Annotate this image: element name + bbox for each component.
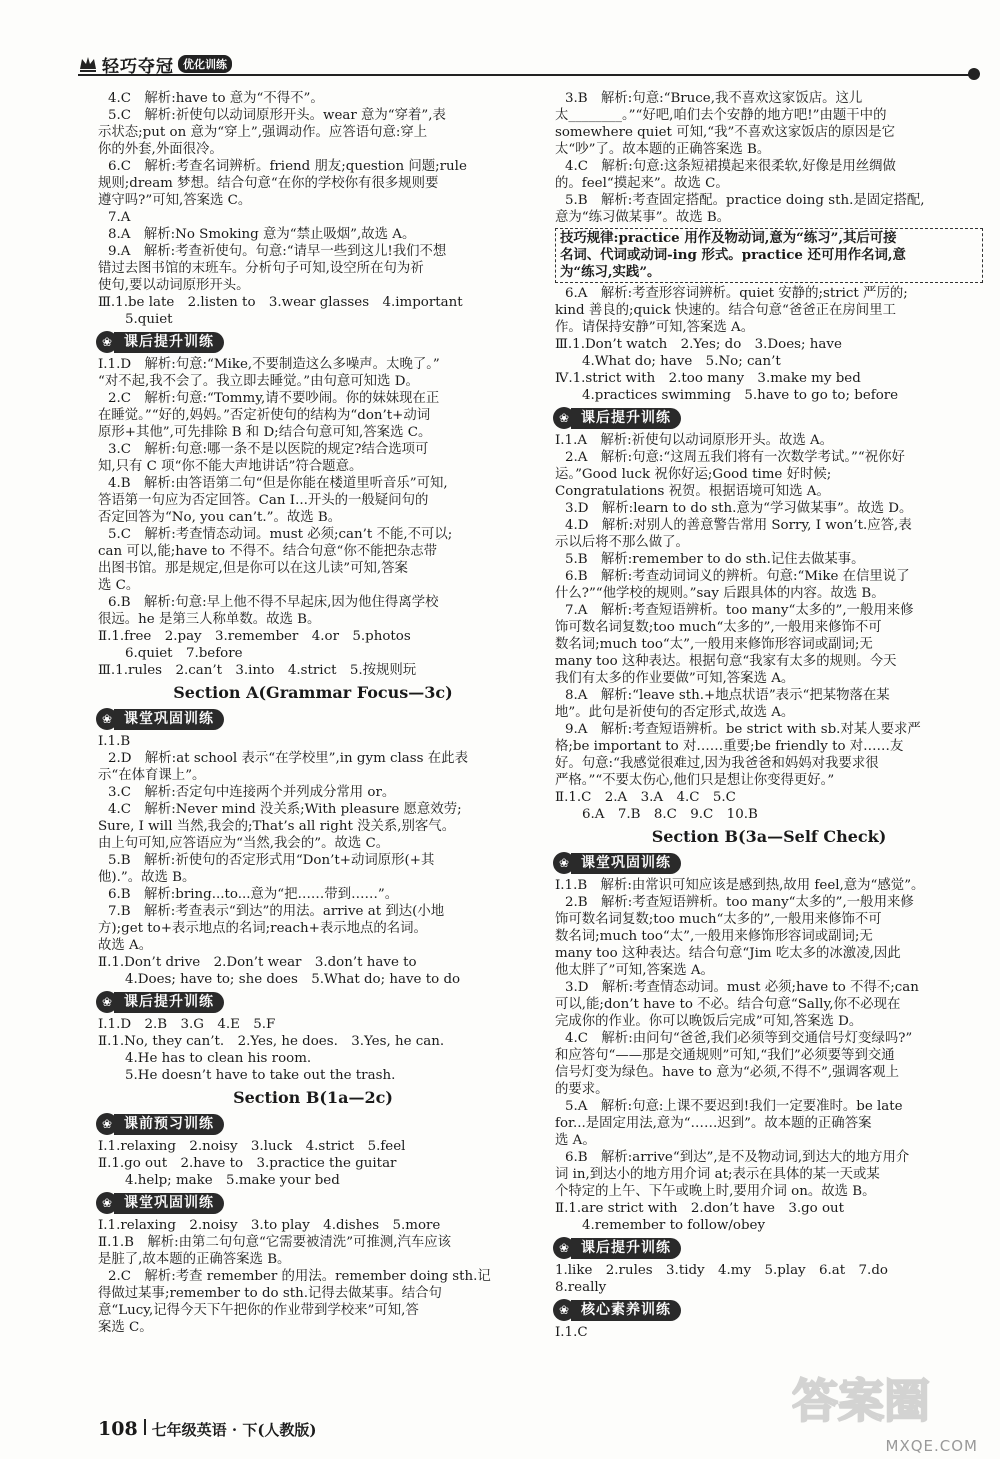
section-banner xyxy=(96,1113,528,1135)
answer-line: Ⅰ.1.C xyxy=(555,1325,588,1340)
answer-line: 2.C 解析:句意:“Tommy,请不要吵闹。你的妹妹现在正 xyxy=(108,391,440,406)
answer-line: 数名词;much too“太”,一般用来修饰形容词或副词;无 xyxy=(555,929,873,944)
tip-line: 名词、代词或动词-ing 形式。practice 还可用作名词,意 xyxy=(560,247,906,263)
answer-line: 饰可数名词复数;too much“太多的”,一般用来修饰不可 xyxy=(555,912,882,927)
answer-line: 选 C。 xyxy=(98,578,140,593)
leaf-icon: ❀ xyxy=(96,708,118,730)
answer-line: 5.B 解析:考查固定搭配。practice doing sth.是固定搭配, xyxy=(565,193,925,208)
answer-line: 饰可数名词复数;too much“太多的”,一般用来修饰不可 xyxy=(555,620,882,635)
answer-line: 4.D 解析:对别人的善意警告常用 Sorry, I won’t.应答,表 xyxy=(565,518,912,533)
answer-line: can 可以,能;have to 不得不。结合句意“你不能把杂志带 xyxy=(98,544,438,559)
answer-line: 意为“练习做某事”。故选 B。 xyxy=(555,210,731,225)
answer-line: 8.A 解析:“leave sth.+地点状语”表示“把某物落在某 xyxy=(565,688,890,703)
section-banner xyxy=(553,407,983,429)
answer-line: 6.C 解析:考查名词辨析。friend 朋友;question 问题;rule xyxy=(108,159,467,174)
answer-line: 你的外套,外面很冷。 xyxy=(98,142,223,157)
answer-line: 2.A 解析:句意:“这周五我们将有一次数学考试。”“祝你好 xyxy=(565,450,905,465)
answer-line: 9.A 解析:考查祈使句。句意:“请早一些到这儿!我们不想 xyxy=(108,244,447,259)
answer-line: 示“在体育课上”。 xyxy=(98,768,206,783)
answer-line: 太________。”“好吧,咱们去个安静的地方吧!”由题干中的 xyxy=(555,108,887,123)
section-heading: Section B(1a—2c) xyxy=(233,1088,393,1107)
answer-line: 意“Lucy,记得今天下午把你的作业带到学校来”可知,答 xyxy=(98,1303,419,1318)
page-number: 108 xyxy=(98,1418,138,1440)
answer-line: kind 善良的;quick 快速的。结合句意“爸爸正在房间里工 xyxy=(555,303,896,318)
banner-label: 课后提升训练 xyxy=(114,332,224,353)
brand-logo xyxy=(78,52,232,76)
answer-line: 7.B 解析:考查表示“到达”的用法。arrive at 到达(小地 xyxy=(108,904,445,919)
banner-label: 课后提升训练 xyxy=(114,992,224,1013)
answer-line: 3.B 解析:句意:“Bruce,我不喜欢这家饭店。这儿 xyxy=(565,91,863,106)
answer-line: Ⅱ.1.Don’t drive 2.Don’t wear 3.don’t have to xyxy=(98,955,417,970)
answer-line: 2.C 解析:考查 remember 的用法。remember doing sth.记 xyxy=(108,1269,491,1284)
header-rule xyxy=(78,74,978,76)
leaf-icon: ❀ xyxy=(96,991,118,1013)
watermark-url: MXQE.COM xyxy=(885,1437,978,1455)
answer-line: 8.A 解析:No Smoking 意为“禁止吸烟”,故选 A。 xyxy=(108,227,416,242)
answer-line: 严格。”“不要太伤心,他们只是想让你变得更好。” xyxy=(555,773,835,788)
answer-line: 4.C 解析:have to 意为“不得不”。 xyxy=(108,91,324,106)
section-banner xyxy=(553,852,983,874)
answer-line: 和应答句“——那是交通规则”可知,“我们”必须要等到交通 xyxy=(555,1048,895,1063)
answer-line: 3.D 解析:考查情态动词。must 必须;have to 不得不;can xyxy=(565,980,919,995)
answer-line: Sure, I will 当然,我会的;That’s all right 没关系,别客气。 xyxy=(98,819,456,834)
answer-line: 方);get to+表示地点的名词;reach+表示地点的名词。 xyxy=(98,921,427,936)
answer-line: 作。请保持安静”可知,答案选 A。 xyxy=(555,320,755,335)
answer-line: 太“吵”了。故本题的正确答案选 B。 xyxy=(555,142,771,157)
leaf-icon: ❀ xyxy=(553,852,575,874)
section-banner xyxy=(553,1299,983,1321)
answer-line: 7.A xyxy=(108,210,131,225)
answer-line: Ⅱ.1.No, they can’t. 2.Yes, he does. 3.Yes, he can. xyxy=(98,1034,445,1049)
answer-line: 否定回答为“No, you can’t.”。故选 B。 xyxy=(98,510,342,525)
answer-line: 5.He doesn’t have to take out the trash. xyxy=(125,1068,396,1083)
answer-line: 7.A 解析:考查短语辨析。too many“太多的”,一般用来修 xyxy=(565,603,914,618)
answer-line: 出图书馆。那是规定,但是你可以在这儿读”可知,答案 xyxy=(98,561,408,576)
answer-line: Ⅱ.1.free 2.pay 3.remember 4.or 5.photos xyxy=(98,629,411,644)
answer-line: 我们有太多的作业要做”可知,答案选 A。 xyxy=(555,671,795,686)
answer-line: 答语第一句应为否定回答。Can I...开头的一般疑问句的 xyxy=(98,493,429,508)
answer-line: 6.quiet 7.before xyxy=(125,646,243,661)
answer-line: 4.remember to follow/obey xyxy=(582,1218,766,1233)
answer-line: 6.B 解析:bring...to...意为“把……带到……”。 xyxy=(108,887,399,902)
answer-line: Ⅲ.1.Don’t watch 2.Yes; do 3.Does; have xyxy=(555,337,842,352)
answer-line: Ⅱ.1.go out 2.have to 3.practice the guitar xyxy=(98,1156,397,1171)
tip-box xyxy=(555,228,983,283)
answer-line: for...是固定用法,意为“……迟到”。故本题的正确答案 xyxy=(555,1116,872,1131)
answer-line: Ⅱ.1.are strict with 2.don’t have 3.go out xyxy=(555,1201,845,1216)
answer-line: 1.like 2.rules 3.tidy 4.my 5.play 6.at 7.do xyxy=(555,1263,888,1278)
answer-line: 个特定的上午、下午或晚上时,要用介词 on。故选 B。 xyxy=(555,1184,876,1199)
answer-line: many too 这种表达。根据句意“我家有太多的规则。今天 xyxy=(555,654,897,669)
answer-line: Ⅰ.1.relaxing 2.noisy 3.to play 4.dishes 5.more xyxy=(98,1218,441,1233)
watermark-text: 答案圈 xyxy=(792,1374,930,1428)
answer-line: 4.C 解析:由问句“爸爸,我们必须等到交通信号灯变绿吗?” xyxy=(565,1031,913,1046)
answer-line: 很远。he 是第三人称单数。故选 B。 xyxy=(98,612,321,627)
answer-line: 他).”。故选 B。 xyxy=(98,870,196,885)
answer-line: somewhere quiet 可知,“我”不喜欢这家饭店的原因是它 xyxy=(555,125,895,140)
answer-line: 原形+其他”,可先排除 B 和 D;结合句意可知,答案选 C。 xyxy=(98,425,432,440)
banner-label: 课后提升训练 xyxy=(571,1238,681,1259)
answer-line: 是脏了,故本题的正确答案选 B。 xyxy=(98,1252,291,1267)
section-banner xyxy=(553,1237,983,1259)
answer-line: 示状态;put on 意为“穿上”,强调动作。应答语句意:穿上 xyxy=(98,125,428,140)
section-banner xyxy=(96,1192,528,1214)
answer-line: 词 in,到达小的地方用介词 at;表示在具体的某一天或某 xyxy=(555,1167,880,1182)
answer-line: 故选 A。 xyxy=(98,938,153,953)
answer-line: 好。句意:“我感觉很难过,因为我爸爸和妈妈对我要求很 xyxy=(555,756,879,771)
leaf-icon: ❀ xyxy=(96,331,118,353)
answer-line: 9.A 解析:考查短语辨析。be strict with sb.对某人要求严 xyxy=(565,722,921,737)
answer-line: 完成你的作业。你可以晚饭后完成”可知,答案选 D。 xyxy=(555,1014,863,1029)
answer-line: Ⅱ.1.B 解析:由第二句句意“它需要被清洗”可推测,汽车应该 xyxy=(98,1235,452,1250)
leaf-icon: ❀ xyxy=(553,407,575,429)
answer-line: 使句,要以动词原形开头。 xyxy=(98,278,250,293)
book-title: 七年级英语 · 下(人教版) xyxy=(151,1421,317,1439)
answer-line: 5.C 解析:祈使句以动词原形开头。wear 意为“穿着”,表 xyxy=(108,108,446,123)
answer-line: 4.help; make 5.make your bed xyxy=(125,1173,340,1188)
banner-label: 课堂巩固训练 xyxy=(114,709,224,730)
answer-line: 6.B 解析:句意:早上他不得不早起床,因为他住得离学校 xyxy=(108,595,439,610)
watermark-logo xyxy=(792,1365,982,1439)
answer-line: 选 A。 xyxy=(555,1133,596,1148)
answer-line: Ⅳ.1.strict with 2.too many 3.make my bed xyxy=(555,371,861,386)
tip-line: 为“练习,实践”。 xyxy=(560,264,661,280)
answer-line: 地”。此句是祈使句的否定形式,故选 A。 xyxy=(555,705,795,720)
answer-line: 3.C 解析:句意:哪一条不是以医院的规定?结合选项可 xyxy=(108,442,429,457)
answer-line: Ⅲ.1.rules 2.can’t 3.into 4.strict 5.按规则玩 xyxy=(98,663,417,678)
answer-line: 4.He has to clean his room. xyxy=(125,1051,312,1066)
answer-line: 4.C 解析:句意:这条短裙摸起来很柔软,好像是用丝绸做 xyxy=(565,159,896,174)
answer-line: 示以后将不那么做了。 xyxy=(555,535,689,550)
crown-icon xyxy=(78,54,98,74)
answer-line: 6.A 7.B 8.C 9.C 10.B xyxy=(582,807,758,822)
answer-line: 格;be important to 对……重要;be friendly to 对……友 xyxy=(555,739,904,754)
answer-line: 3.D 解析:learn to do sth.意为“学习做某事”。故选 D。 xyxy=(565,501,913,516)
answer-line: 6.B 解析:考查动词词义的辨析。句意:“Mike 在信里说了 xyxy=(565,569,910,584)
answer-line: Ⅰ.1.D 解析:句意:“Mike,不要制造这么多噪声。太晚了。” xyxy=(98,357,440,372)
answer-line: 得做过某事;remember to do sth.记得去做某事。结合句 xyxy=(98,1286,442,1301)
section-banner xyxy=(96,708,528,730)
answer-line: Ⅰ.1.B xyxy=(98,734,131,749)
left-column xyxy=(98,90,528,1336)
answer-line: 由上句可知,应答语应为“当然,我会的”。故选 C。 xyxy=(98,836,390,851)
answer-line: 规则;dream 梦想。结合句意“在你的学校你有很多规则要 xyxy=(98,176,439,191)
page-header xyxy=(78,52,978,78)
answer-line: 4.C 解析:Never mind 没关系;With pleasure 愿意效劳; xyxy=(108,802,462,817)
answer-line: 数名词;much too“太”,一般用来修饰形容词或副词;无 xyxy=(555,637,873,652)
section-heading: Section A(Grammar Focus—3c) xyxy=(173,683,453,702)
answer-line: 5.B 解析:祈使句的否定形式用“Don’t+动词原形(+其 xyxy=(108,853,435,868)
brand-title: 轻巧夺冠 xyxy=(102,56,174,77)
leaf-icon: ❀ xyxy=(553,1237,575,1259)
answer-line: Ⅲ.1.be late 2.listen to 3.wear glasses 4.important xyxy=(98,295,463,310)
banner-label: 课后提升训练 xyxy=(571,408,681,429)
tip-line: 技巧规律:practice 用作及物动词,意为“练习”,其后可接 xyxy=(560,230,897,246)
section-heading: Section B(3a—Self Check) xyxy=(651,827,887,846)
answer-line: 5.B 解析:remember to do sth.记住去做某事。 xyxy=(565,552,865,567)
banner-label: 课堂巩固训练 xyxy=(571,853,681,874)
answer-line: “对不起,我不会了。我立即去睡觉。”由句意可知选 D。 xyxy=(98,374,419,389)
section-banner xyxy=(96,991,528,1013)
brand-subtitle: 优化训练 xyxy=(178,55,232,73)
answer-line: 知,只有 C 项“你不能大声地讲话”符合题意。 xyxy=(98,459,363,474)
answer-line: 2.B 解析:考查短语辨析。too many“太多的”,一般用来修 xyxy=(565,895,914,910)
answer-line: 他太胖了”可知,答案选 A。 xyxy=(555,963,714,978)
leaf-icon: ❀ xyxy=(96,1192,118,1214)
answer-line: Ⅱ.1.C 2.A 3.A 4.C 5.C xyxy=(555,790,736,805)
answer-line: 在睡觉。”“好的,妈妈。”否定祈使句的结构为“don’t+动词 xyxy=(98,408,431,423)
answer-line: 4.practices swimming 5.have to go to; before xyxy=(582,388,899,403)
answer-line: 遵守吗?”可知,答案选 C。 xyxy=(98,193,252,208)
answer-line: 6.A 解析:考查形容词辨析。quiet 安静的;strict 严厉的; xyxy=(565,286,908,301)
answer-line: 2.D 解析:at school 表示“在学校里”,in gym class 在此表 xyxy=(108,751,468,766)
answer-line: Congratulations 祝贺。根据语境可知选 A。 xyxy=(555,484,830,499)
answer-line: 5.quiet xyxy=(125,312,173,327)
banner-label: 课前预习训练 xyxy=(114,1114,224,1135)
answer-line: 6.B 解析:arrive“到达”,是不及物动词,到达大的地方用介 xyxy=(565,1150,910,1165)
answer-line: Ⅰ.1.D 2.B 3.G 4.E 5.F xyxy=(98,1017,276,1032)
answer-line: 案选 C。 xyxy=(98,1320,153,1335)
answer-line: 5.C 解析:考查情态动词。must 必须;can’t 不能,不可以; xyxy=(108,527,453,542)
answer-line: 5.A 解析:句意:上课不要迟到!我们一定要准时。be late xyxy=(565,1099,903,1114)
answer-line: many too 这种表达。结合句意“Jim 吃太多的冰激凌,因此 xyxy=(555,946,901,961)
answer-line: 运。”Good luck 祝你好运;Good time 好时候; xyxy=(555,467,832,482)
header-dot xyxy=(968,68,980,80)
answer-line: 4.What do; have 5.No; can’t xyxy=(582,354,781,369)
answer-line: 错过去图书馆的末班车。分析句子可知,设空所在句为祈 xyxy=(98,261,424,276)
answer-line: 8.really xyxy=(555,1280,607,1295)
answer-line: 3.C 解析:否定句中连接两个并列成分常用 or。 xyxy=(108,785,396,800)
answer-line: 的要求。 xyxy=(555,1082,609,1097)
answer-line: 可以,能;don’t have to 不必。结合句意“Sally,你不必现在 xyxy=(555,997,901,1012)
answer-line: 4.B 解析:由答语第二句“但是你能在楼道里听音乐”可知, xyxy=(108,476,448,491)
footer-divider xyxy=(144,1419,146,1435)
answer-line: Ⅰ.1.B 解析:由常识可知应该是感到热,故用 feel,意为“感觉”。 xyxy=(555,878,925,893)
leaf-icon: ❀ xyxy=(553,1299,575,1321)
answer-line: 信号灯变为绿色。have to 意为“必须,不得不”,强调客观上 xyxy=(555,1065,900,1080)
leaf-icon: ❀ xyxy=(96,1113,118,1135)
answer-line: 什么?”“他学校的规则。”say 后跟具体的内容。故选 B。 xyxy=(555,586,885,601)
banner-label: 课堂巩固训练 xyxy=(114,1193,224,1214)
answer-line: 4.Does; have to; she does 5.What do; have to do xyxy=(125,972,461,987)
section-banner xyxy=(96,331,528,353)
answer-line: 的。feel“摸起来”。故选 C。 xyxy=(555,176,729,191)
answer-line: Ⅰ.1.A 解析:祈使句以动词原形开头。故选 A。 xyxy=(555,433,834,448)
page-footer xyxy=(98,1418,317,1440)
banner-label: 核心素养训练 xyxy=(571,1300,681,1321)
answer-line: Ⅰ.1.relaxing 2.noisy 3.luck 4.strict 5.feel xyxy=(98,1139,406,1154)
right-column xyxy=(555,90,983,1341)
